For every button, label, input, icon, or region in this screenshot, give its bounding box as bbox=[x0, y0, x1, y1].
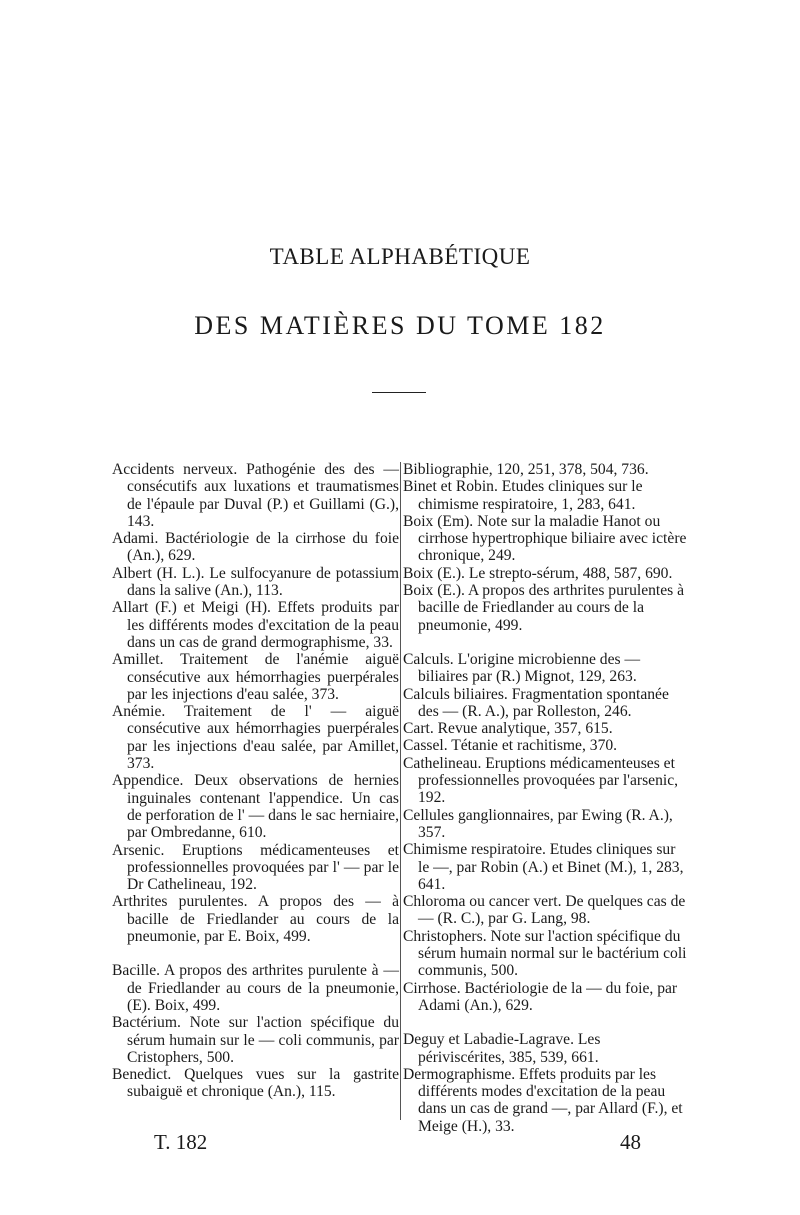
index-entry: Bacille. A propos des arthrites purulente à — de Friedlander au cours de la pneumonie, (E). Boix, 499. bbox=[112, 962, 399, 1014]
index-entry: Appendice. Deux observations de hernies inguinales contenant l'appendice. Un cas de perforation de l' — dans le sac herniaire, par Ombredanne, 610. bbox=[112, 772, 399, 842]
index-entry: Christophers. Note sur l'action spécifique du sérum humain normal sur le bactérium coli communis, 500. bbox=[403, 927, 687, 980]
index-entry: Chimisme respiratoire. Etudes cliniques sur le —, par Robin (A.) et Binet (M.), 1, 283, 641. bbox=[403, 841, 684, 893]
index-entry: Boix (E.). A propos des arthrites purulentes à bacille de Friedlander au cours de la pneumonie, 499. bbox=[403, 582, 685, 634]
index-entry: Cirrhose. Bactériologie de la — du foie, par Adami (An.), 629. bbox=[403, 979, 678, 1014]
index-entry: Calculs. L'origine microbienne des — biliaires par (R.) Mignot, 129, 263. bbox=[403, 650, 641, 686]
index-entry: Cellules ganglionnaires, par Ewing (R. A.), 357. bbox=[403, 806, 673, 841]
index-entry: Allart (F.) et Meigi (H). Effets produits par les différents modes d'excitation de la peau dans un cas de grand dermographisme, 33. bbox=[112, 599, 399, 651]
index-entry: Boix (E.). Le strepto-sérum, 488, 587, 690. bbox=[403, 564, 673, 582]
column-divider bbox=[400, 462, 401, 1120]
left-column bbox=[112, 461, 399, 1101]
index-entry: Arsenic. Eruptions médicamenteuses et professionnelles provoquées par l' — par le Dr Cathelineau, 192. bbox=[112, 841, 399, 894]
index-entry: Albert (H. L.). Le sulfocyanure de potassium dans la salive (An.), 113. bbox=[112, 564, 399, 600]
index-entry: Bibliographie, 120, 251, 378, 504, 736. bbox=[403, 461, 649, 478]
index-entry: Benedict. Quelques vues sur la gastrite subaiguë et chronique (An.), 115. bbox=[112, 1066, 399, 1101]
volume-label: T. 182 bbox=[154, 1130, 208, 1154]
index-entry: Calculs biliaires. Fragmentation spontanée des — (R. A.), par Rolleston, 246. bbox=[403, 685, 669, 720]
index-entry: Bactérium. Note sur l'action spécifique du sérum humain sur le — coli communis, par Cristophers, 500. bbox=[112, 1014, 399, 1066]
index-entry: Chloroma ou cancer vert. De quelques cas de — (R. C.), par G. Lang, 98. bbox=[403, 893, 686, 928]
title-rule bbox=[372, 392, 426, 393]
page-title-line1: TABLE ALPHABÉTIQUE bbox=[269, 244, 531, 269]
index-entry: Dermographisme. Effets produits par les différents modes d'excitation de la peau dans un cas de grand —, par Allard (F.), et Meige (H.), 33. bbox=[403, 1065, 683, 1135]
index-entry: Arthrites purulentes. A propos des — à bacille de Friedlander au cours de la pneumonie, par E. Boix, 499. bbox=[112, 893, 399, 946]
index-entry: Deguy et Labadie-Lagrave. Les périviscérites, 385, 539, 661. bbox=[403, 1031, 601, 1066]
index-entry: Cassel. Tétanie et rachitisme, 370. bbox=[403, 737, 618, 755]
index-entry: Adami. Bactériologie de la cirrhose du foie (An.), 629. bbox=[112, 530, 399, 565]
index-entry: Anémie. Traitement de l' — aiguë consécutive aux hémorrhagies puerpérales par les injections d'eau salée, par Amillet, 373. bbox=[112, 703, 399, 773]
index-entry: Cathelineau. Eruptions médicamenteuses et professionnelles provoquées par l'arsenic, 192. bbox=[403, 754, 679, 807]
index-entry: Accidents nerveux. Pathogénie des des — consécutifs aux luxations et traumatismes de l'épaule par Duval (P.) et Guillami (G.), 143. bbox=[112, 461, 399, 530]
right-column bbox=[403, 461, 688, 1135]
index-entry: Amillet. Traitement de l'anémie aiguë consécutive aux hémorrhagies puerpérales par les injections d'eau salée, 373. bbox=[112, 651, 399, 703]
page-number: 48 bbox=[620, 1130, 641, 1154]
index-entry: Binet et Robin. Etudes cliniques sur le chimisme respiratoire, 1, 283, 641. bbox=[403, 478, 643, 513]
page-title-line2: DES MATIÈRES DU TOME 182 bbox=[194, 311, 606, 340]
index-entry: Boix (Em). Note sur la maladie Hanot ou cirrhose hypertrophique biliaire avec ictère chronique, 249. bbox=[403, 512, 687, 565]
index-entry: Cart. Revue analytique, 357, 615. bbox=[403, 720, 613, 738]
